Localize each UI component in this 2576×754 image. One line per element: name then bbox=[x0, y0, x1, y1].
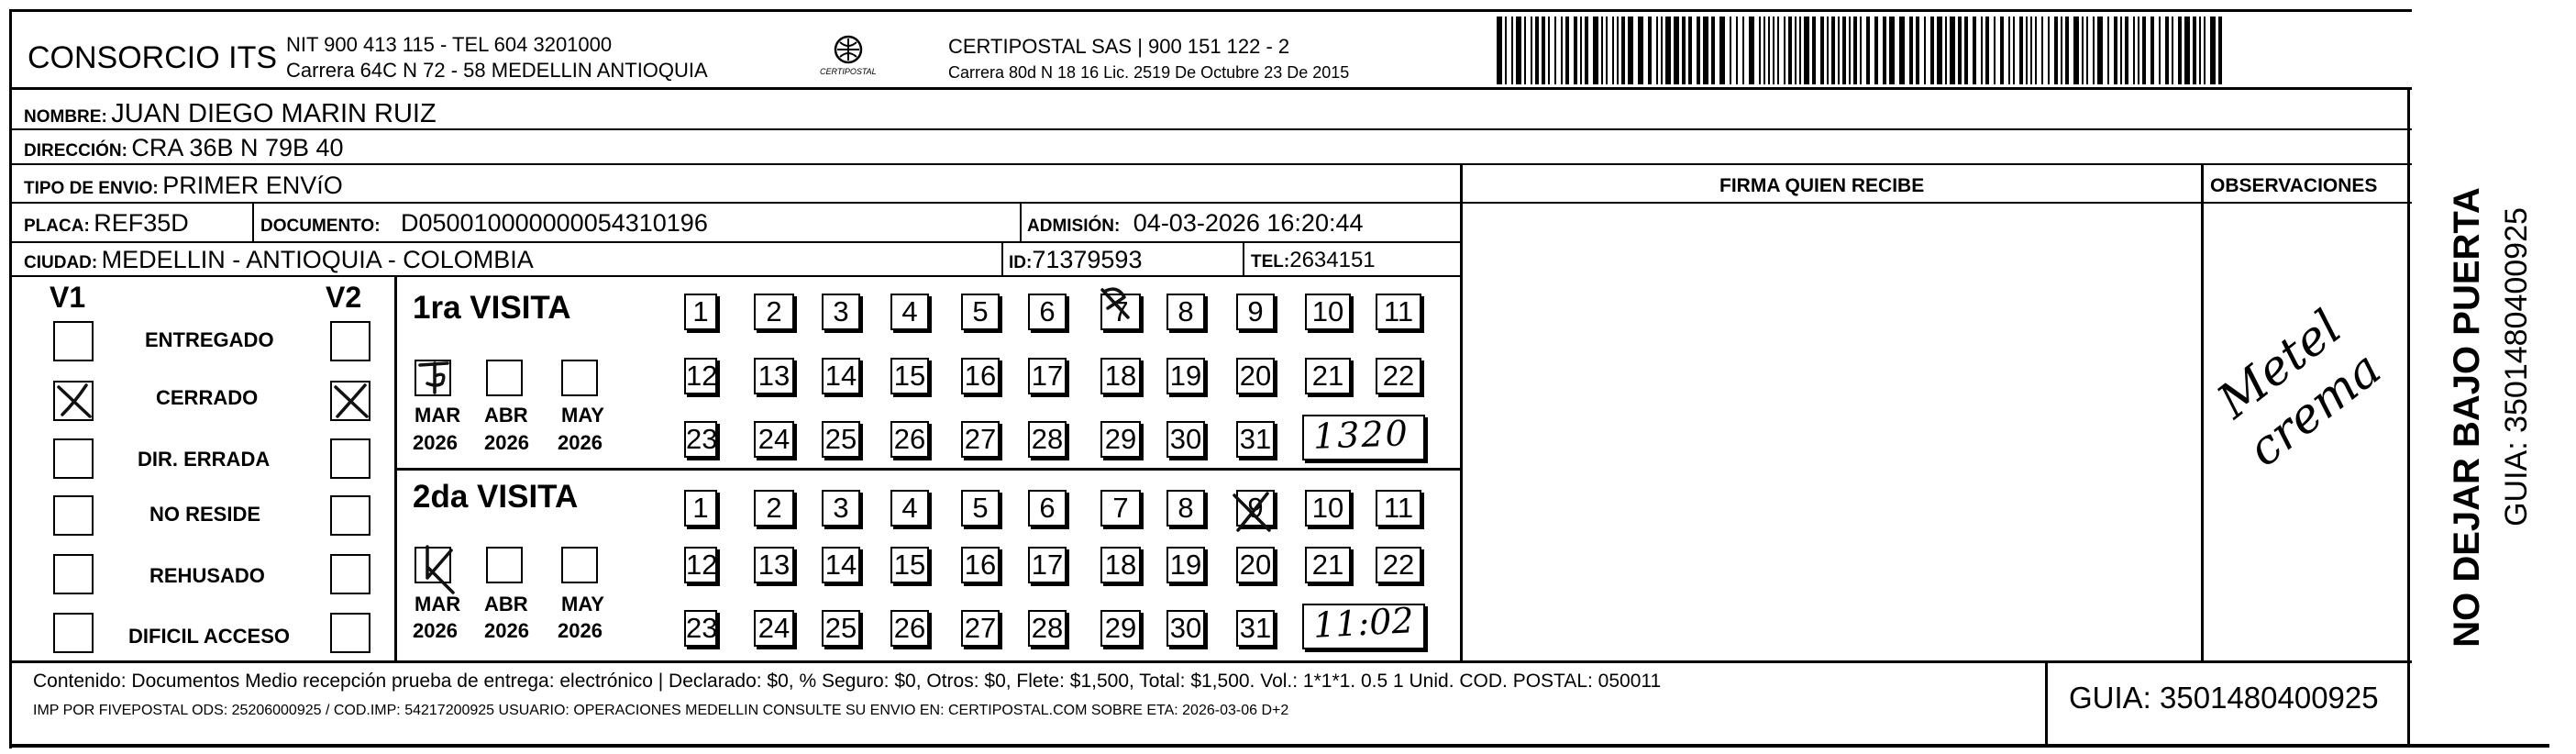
frame-right bbox=[2407, 87, 2410, 748]
barcode-bar bbox=[1849, 17, 1851, 84]
barcode-bar bbox=[1759, 17, 1761, 84]
visit2-day-26[interactable]: 26 bbox=[890, 610, 929, 647]
visit2-day-19[interactable]: 19 bbox=[1166, 547, 1205, 583]
company-name: CONSORCIO ITS bbox=[28, 40, 278, 75]
barcode-bar bbox=[1561, 17, 1563, 84]
barcode-bar bbox=[2218, 17, 2222, 84]
barcode-bar bbox=[2082, 17, 2084, 84]
barcode-bar bbox=[1554, 17, 1556, 84]
barcode-bar bbox=[1606, 17, 1608, 84]
visit2-year-mar: 2026 bbox=[413, 619, 458, 642]
barcode-bar bbox=[2048, 17, 2050, 84]
observaciones-label: OBSERVACIONES bbox=[2210, 175, 2378, 196]
tel-value: 2634151 bbox=[1289, 248, 1376, 272]
visit1-day-11[interactable]: 11 bbox=[1376, 294, 1421, 330]
visit1-day-28[interactable]: 28 bbox=[1028, 421, 1067, 458]
visit2-day-25[interactable]: 25 bbox=[822, 610, 860, 647]
barcode-bar bbox=[1916, 17, 1919, 84]
visit1-year-mar: 2026 bbox=[413, 431, 458, 454]
visit2-day-24[interactable]: 24 bbox=[754, 610, 794, 647]
visit1-day-26[interactable]: 26 bbox=[890, 421, 929, 458]
barcode-bar bbox=[2150, 17, 2154, 84]
barcode-bar bbox=[1831, 17, 1835, 84]
barcode-bar bbox=[2026, 17, 2028, 84]
v2-box-entregado[interactable] bbox=[330, 321, 370, 361]
barcode-bar bbox=[1838, 17, 1840, 84]
v2-box-rehusado[interactable] bbox=[330, 554, 370, 594]
barcode-bar bbox=[1542, 17, 1545, 84]
check-mark-v1-cerrado bbox=[53, 378, 95, 420]
v2-box-dificil-acceso[interactable] bbox=[330, 613, 370, 653]
barcode-bar bbox=[1784, 17, 1786, 84]
logo-text: CERTIPOSTAL bbox=[820, 67, 877, 76]
visit2-month-box-abr[interactable] bbox=[486, 547, 523, 583]
barcode-bar bbox=[1548, 17, 1550, 84]
barcode-bar bbox=[1565, 17, 1569, 84]
barcode-bar bbox=[1799, 17, 1801, 84]
barcode-bar bbox=[1719, 17, 1725, 84]
certipostal-logo bbox=[807, 33, 890, 86]
barcode-bar bbox=[1711, 17, 1715, 84]
barcode-bar bbox=[1812, 17, 1816, 84]
barcode-bar bbox=[1795, 17, 1797, 84]
visit2-day-3[interactable]: 3 bbox=[822, 490, 860, 527]
barcode-bar bbox=[1531, 17, 1532, 84]
footer-print-info: IMP POR FIVEPOSTAL ODS: 25206000925 / COD.IMP: 54217200925 USUARIO: OPERACIONES MEDELLIN CONSULTE SU ENVIO EN: CERTIPOSTAL.COM SOBRE ETA: 2026-03-06 D+2 bbox=[33, 703, 1289, 718]
barcode-bar bbox=[1866, 17, 1870, 84]
visit1-day-31[interactable]: 31 bbox=[1236, 421, 1275, 458]
visit2-day-5[interactable]: 5 bbox=[961, 490, 1000, 527]
v2-box-no-reside[interactable] bbox=[330, 495, 370, 536]
barcode-bar bbox=[1601, 17, 1603, 84]
observaciones-handwriting: Metel crema bbox=[2207, 300, 2392, 478]
direccion-label: DIRECCIÓN: bbox=[24, 141, 127, 161]
barcode-bar bbox=[1768, 17, 1770, 84]
v1-box-rehusado[interactable] bbox=[53, 554, 94, 594]
barcode-bar bbox=[2133, 17, 2135, 84]
barcode-bar bbox=[1889, 17, 1895, 84]
side-warning: NO DEJAR BAJO PUERTA bbox=[2447, 187, 2487, 648]
visit2-month-box-may[interactable] bbox=[561, 547, 598, 583]
visit2-day-2[interactable]: 2 bbox=[754, 490, 794, 527]
tel-label: TEL: bbox=[1251, 252, 1290, 272]
visit1-day-7[interactable]: 7 bbox=[1100, 294, 1141, 330]
barcode-bar bbox=[1617, 17, 1619, 84]
barcode-bar bbox=[1842, 17, 1846, 84]
visit1-month-box-may[interactable] bbox=[561, 360, 598, 396]
visit1-day-mark bbox=[1093, 281, 1139, 327]
barcode-bar bbox=[2210, 17, 2216, 84]
visit2-year-may: 2026 bbox=[558, 619, 603, 642]
visit2-day-8[interactable]: 8 bbox=[1166, 490, 1205, 527]
visit1-day-30[interactable]: 30 bbox=[1166, 421, 1205, 458]
visit1-day-29[interactable]: 29 bbox=[1100, 421, 1141, 458]
ciudad-value: MEDELLIN - ANTIOQUIA - COLOMBIA bbox=[101, 246, 534, 273]
visit1-day-1[interactable]: 1 bbox=[684, 294, 717, 330]
barcode-bar bbox=[1665, 17, 1671, 84]
visit1-day-24[interactable]: 24 bbox=[754, 421, 794, 458]
barcode-bar bbox=[1524, 17, 1526, 84]
ciudad-label: CIUDAD: bbox=[24, 253, 98, 272]
barcode-bar bbox=[1638, 17, 1643, 84]
visit2-day-18[interactable]: 18 bbox=[1100, 547, 1141, 583]
barcode-bar bbox=[1703, 17, 1708, 84]
barcode-bar bbox=[1742, 17, 1744, 84]
firma-label: FIRMA QUIEN RECIBE bbox=[1719, 175, 1925, 196]
barcode-bar bbox=[2061, 17, 2062, 84]
visit1-day-4[interactable]: 4 bbox=[890, 294, 929, 330]
company-address: Carrera 64C N 72 - 58 MEDELLIN ANTIOQUIA bbox=[286, 59, 708, 82]
barcode-bar bbox=[1994, 17, 1996, 84]
tipo-envio-label: TIPO DE ENVIO: bbox=[24, 179, 159, 198]
visit2-day-21[interactable]: 21 bbox=[1305, 547, 1351, 583]
frame-bottom bbox=[9, 744, 2549, 748]
visit2-mar-mark bbox=[415, 541, 459, 596]
barcode-bar bbox=[1656, 17, 1658, 84]
status-option-entregado: ENTREGADO bbox=[145, 328, 274, 351]
visit2-day-4[interactable]: 4 bbox=[890, 490, 929, 527]
visit2-day-16[interactable]: 16 bbox=[961, 547, 1000, 583]
footer-content: Contenido: Documentos Medio recepción prueba de entrega: electrónico | Declarado: $0, % Seguro: $0, Otros: $0, Flete: $1,500, Total: $1,500. Vol.: 1*1*1. 0.5 1 Unid. COD. POSTAL: 050011 bbox=[33, 671, 1662, 692]
visit2-day-14[interactable]: 14 bbox=[822, 547, 860, 583]
barcode-bar bbox=[1788, 17, 1792, 84]
barcode-bar bbox=[1804, 17, 1809, 84]
visit2-month-mar: MAR bbox=[415, 593, 461, 615]
visit1-day-13[interactable]: 13 bbox=[754, 358, 794, 394]
v1-box-dificil-acceso[interactable] bbox=[53, 613, 94, 653]
barcode-bar bbox=[1580, 17, 1582, 84]
barcode-bar bbox=[2138, 17, 2139, 84]
visit2-day-11[interactable]: 11 bbox=[1376, 490, 1421, 527]
documento-label: DOCUMENTO: bbox=[260, 216, 381, 236]
visit1-day-18[interactable]: 18 bbox=[1100, 358, 1141, 394]
barcode-bar bbox=[1648, 17, 1652, 84]
barcode-bar bbox=[2013, 17, 2015, 84]
barcode-bar bbox=[2054, 17, 2058, 84]
visit1-year-may: 2026 bbox=[558, 431, 603, 454]
barcode-bar bbox=[1958, 17, 1962, 84]
barcode-bar bbox=[1612, 17, 1614, 84]
v1-box-dir-errada[interactable] bbox=[53, 438, 94, 479]
certipostal-address: Carrera 80d N 18 16 Lic. 2519 De Octubre 23 De 2015 bbox=[948, 63, 1350, 82]
barcode-bar bbox=[1574, 17, 1577, 84]
barcode-bar bbox=[1930, 17, 1934, 84]
barcode-bar bbox=[2159, 17, 2161, 84]
check-mark-v2-cerrado bbox=[330, 378, 372, 420]
company-nit: NIT 900 413 115 - TEL 604 3201000 bbox=[286, 33, 613, 56]
id-label: ID: bbox=[1009, 253, 1033, 272]
visit1-day-15[interactable]: 15 bbox=[890, 358, 929, 394]
visit2-day-6[interactable]: 6 bbox=[1028, 490, 1067, 527]
barcode-bar bbox=[1964, 17, 1968, 84]
barcode-bar bbox=[2097, 17, 2103, 84]
barcode-bar bbox=[2125, 17, 2128, 84]
visit1-day-14[interactable]: 14 bbox=[822, 358, 860, 394]
barcode-bar bbox=[1981, 17, 1983, 84]
status-option-dir-errada: DIR. ERRADA bbox=[138, 448, 271, 471]
nombre-label: NOMBRE: bbox=[24, 107, 107, 127]
visit1-month-mar: MAR bbox=[415, 404, 461, 427]
status-option-no-reside: NO RESIDE bbox=[149, 503, 261, 526]
visit1-title: 1ra VISITA bbox=[413, 290, 571, 326]
visit1-month-abr: ABR bbox=[484, 404, 528, 427]
barcode-bar bbox=[2165, 17, 2169, 84]
v1-box-entregado[interactable] bbox=[53, 321, 94, 361]
barcode-bar bbox=[2019, 17, 2023, 84]
visit1-day-16[interactable]: 16 bbox=[961, 358, 1000, 394]
visit2-day-13[interactable]: 13 bbox=[754, 547, 794, 583]
barcode-bar bbox=[2142, 17, 2146, 84]
barcode-bar bbox=[1497, 17, 1502, 84]
status-option-dificil-acceso: DIFICIL ACCESO bbox=[128, 625, 291, 648]
barcode-bar bbox=[1924, 17, 1926, 84]
visit2-day-22[interactable]: 22 bbox=[1376, 547, 1421, 583]
barcode-bar bbox=[1749, 17, 1754, 84]
visit2-day-28[interactable]: 28 bbox=[1028, 610, 1067, 647]
barcode-bar bbox=[1874, 17, 1878, 84]
visit2-day-10[interactable]: 10 bbox=[1305, 490, 1351, 527]
visit1-day-5[interactable]: 5 bbox=[961, 294, 1000, 330]
v1-label: V1 bbox=[50, 281, 86, 314]
visit1-mar-mark bbox=[415, 356, 455, 396]
barcode-bar bbox=[1899, 17, 1905, 84]
visit2-day-15[interactable]: 15 bbox=[890, 547, 929, 583]
side-guia: GUIA: 3501480400925 bbox=[2499, 207, 2534, 527]
visit2-day-27[interactable]: 27 bbox=[961, 610, 1000, 647]
nombre-value: JUAN DIEGO MARIN RUIZ bbox=[111, 99, 437, 128]
barcode-bar bbox=[1697, 17, 1700, 84]
barcode-bar bbox=[1535, 17, 1539, 84]
barcode-bar bbox=[1505, 17, 1507, 84]
visit2-day-23[interactable]: 23 bbox=[684, 610, 717, 647]
admision-label: ADMISIÓN: bbox=[1027, 216, 1121, 236]
visit2-day-12[interactable]: 12 bbox=[684, 547, 717, 583]
visit1-month-box-abr[interactable] bbox=[486, 360, 523, 396]
barcode-bar bbox=[1820, 17, 1824, 84]
visit1-day-25[interactable]: 25 bbox=[822, 421, 860, 458]
v2-box-dir-errada[interactable] bbox=[330, 438, 370, 479]
visit2-day-31[interactable]: 31 bbox=[1236, 610, 1275, 647]
visit2-month-abr: ABR bbox=[484, 593, 528, 615]
barcode-bar bbox=[1763, 17, 1765, 84]
visit1-day-19[interactable]: 19 bbox=[1166, 358, 1205, 394]
barcode-bar bbox=[1585, 17, 1588, 84]
barcode-bar bbox=[1511, 17, 1513, 84]
visit1-day-3[interactable]: 3 bbox=[822, 294, 860, 330]
barcode-bar bbox=[1621, 17, 1625, 84]
barcode-bar bbox=[1674, 17, 1679, 84]
visit2-day-17[interactable]: 17 bbox=[1028, 547, 1067, 583]
barcode-bar bbox=[2120, 17, 2122, 84]
admision-value: 04-03-2026 16:20:44 bbox=[1133, 209, 1364, 237]
visit2-handwritten-time: 11:02 bbox=[1311, 600, 1415, 646]
visit2-day-1[interactable]: 1 bbox=[684, 490, 717, 527]
visit1-day-27[interactable]: 27 bbox=[961, 421, 1000, 458]
barcode-bar bbox=[1827, 17, 1829, 84]
barcode-bar bbox=[1688, 17, 1692, 84]
visit1-day-9[interactable]: 9 bbox=[1236, 294, 1275, 330]
barcode-bar bbox=[1985, 17, 1989, 84]
visit2-day-7[interactable]: 7 bbox=[1100, 490, 1141, 527]
visit2-day-30[interactable]: 30 bbox=[1166, 610, 1205, 647]
barcode-bar bbox=[1950, 17, 1955, 84]
visit1-day-21[interactable]: 21 bbox=[1305, 358, 1351, 394]
documento-value: D050010000000054310196 bbox=[401, 209, 708, 237]
barcode-bar bbox=[2008, 17, 2010, 84]
visit2-day-29[interactable]: 29 bbox=[1100, 610, 1141, 647]
barcode-bar bbox=[2065, 17, 2069, 84]
visit1-year-abr: 2026 bbox=[484, 431, 529, 454]
visit1-day-2[interactable]: 2 bbox=[754, 294, 794, 330]
barcode-bar bbox=[1736, 17, 1738, 84]
barcode-bar bbox=[1937, 17, 1942, 84]
tipo-envio-value: PRIMER ENVíO bbox=[162, 172, 343, 199]
visit2-title: 2da VISITA bbox=[413, 479, 579, 515]
direccion-value: CRA 36B N 79B 40 bbox=[131, 134, 344, 161]
barcode-bar bbox=[2184, 17, 2190, 84]
visit1-day-12[interactable]: 12 bbox=[684, 358, 717, 394]
barcode-bar bbox=[1945, 17, 1947, 84]
barcode-bar bbox=[1661, 17, 1663, 84]
status-option-rehusado: REHUSADO bbox=[149, 564, 265, 587]
barcode-bar bbox=[1773, 17, 1774, 84]
barcode-bar bbox=[1883, 17, 1886, 84]
visit2-year-abr: 2026 bbox=[484, 619, 529, 642]
visit1-day-22[interactable]: 22 bbox=[1376, 358, 1421, 394]
barcode-bar bbox=[1860, 17, 1862, 84]
barcode-bar bbox=[1593, 17, 1598, 84]
barcode-bar bbox=[2086, 17, 2088, 84]
visit1-day-20[interactable]: 20 bbox=[1236, 358, 1275, 394]
id-value: 71379593 bbox=[1032, 246, 1143, 273]
barcode-bar bbox=[1909, 17, 1913, 84]
barcode-bar bbox=[1730, 17, 1731, 84]
visit2-month-may: MAY bbox=[561, 593, 604, 615]
visit1-day-23[interactable]: 23 bbox=[684, 421, 717, 458]
placa-label: PLACA: bbox=[24, 216, 90, 236]
status-option-cerrado: CERRADO bbox=[156, 386, 259, 409]
v1-box-no-reside[interactable] bbox=[53, 495, 94, 536]
barcode-bar bbox=[2199, 17, 2201, 84]
barcode-bar bbox=[2093, 17, 2095, 84]
visit1-day-10[interactable]: 10 bbox=[1305, 294, 1351, 330]
barcode-bar bbox=[2030, 17, 2032, 84]
barcode-bar bbox=[1516, 17, 1521, 84]
barcode-bar bbox=[1628, 17, 1633, 84]
frame-top bbox=[9, 9, 2412, 12]
barcode bbox=[1497, 17, 2230, 84]
visit1-day-8[interactable]: 8 bbox=[1166, 294, 1205, 330]
frame-left bbox=[9, 9, 12, 748]
barcode-bar bbox=[2107, 17, 2109, 84]
barcode-bar bbox=[2073, 17, 2079, 84]
visit1-handwritten-time: 1320 bbox=[1312, 413, 1410, 457]
visit1-day-6[interactable]: 6 bbox=[1028, 294, 1067, 330]
barcode-bar bbox=[2035, 17, 2037, 84]
footer-guia: GUIA: 3501480400925 bbox=[2069, 681, 2379, 715]
barcode-bar bbox=[2114, 17, 2117, 84]
barcode-bar bbox=[2204, 17, 2206, 84]
placa-value: REF35D bbox=[94, 209, 189, 237]
certipostal-nit: CERTIPOSTAL SAS | 900 151 122 - 2 bbox=[948, 35, 1290, 58]
v2-label: V2 bbox=[326, 281, 362, 314]
visit1-month-may: MAY bbox=[561, 404, 604, 427]
visit1-day-17[interactable]: 17 bbox=[1028, 358, 1067, 394]
barcode-bar bbox=[2000, 17, 2004, 84]
barcode-bar bbox=[2041, 17, 2043, 84]
visit2-day-mark bbox=[1227, 488, 1278, 539]
barcode-bar bbox=[1973, 17, 1976, 84]
barcode-bar bbox=[1777, 17, 1779, 84]
visit2-day-9[interactable]: 9 bbox=[1236, 490, 1275, 527]
visit2-day-20[interactable]: 20 bbox=[1236, 547, 1275, 583]
barcode-bar bbox=[2178, 17, 2182, 84]
barcode-bar bbox=[2172, 17, 2173, 84]
barcode-bar bbox=[1682, 17, 1686, 84]
barcode-bar bbox=[1853, 17, 1857, 84]
barcode-bar bbox=[2193, 17, 2196, 84]
